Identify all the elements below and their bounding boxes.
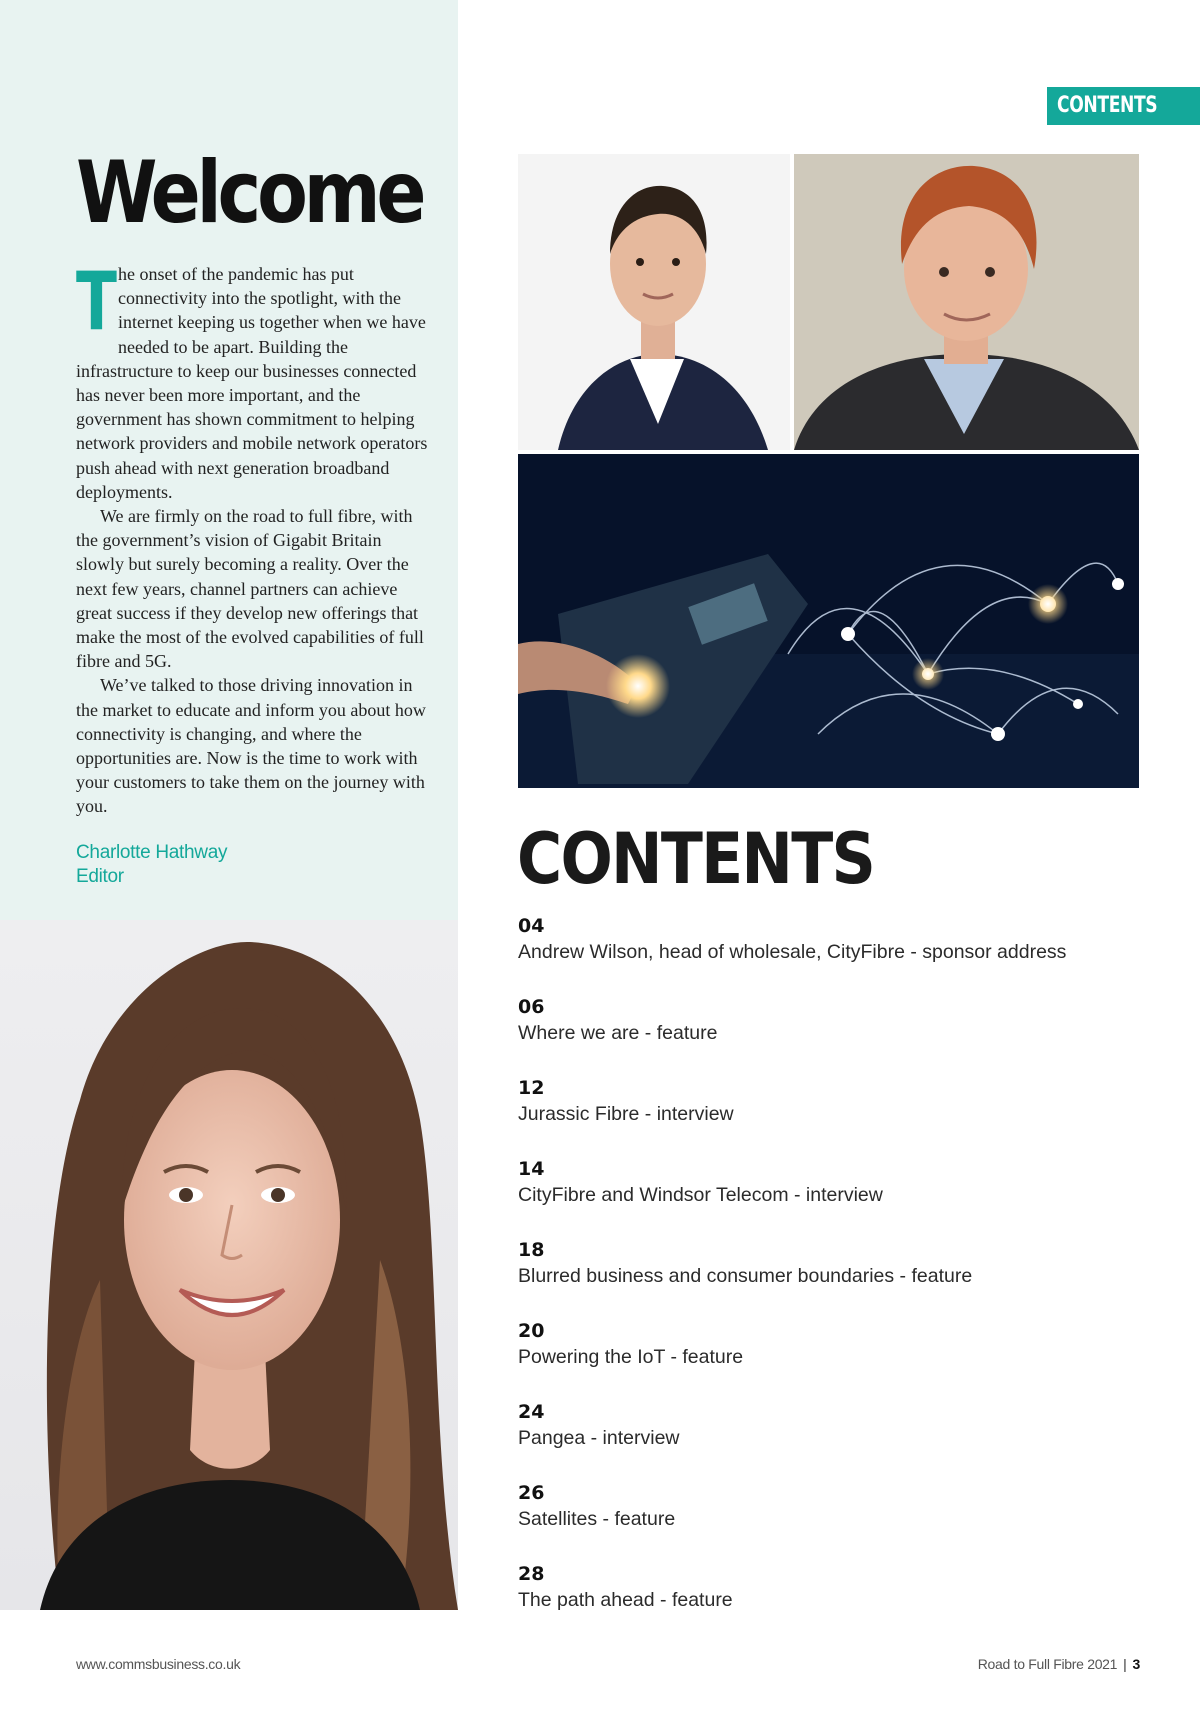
contents-page-number: 18 — [518, 1239, 545, 1261]
interviewee-portrait-illustration — [794, 154, 1139, 450]
editor-portrait-illustration — [0, 920, 458, 1610]
contents-page-number: 04 — [518, 915, 545, 937]
contents-description: Blurred business and consumer boundaries - feature — [518, 1265, 973, 1287]
editor-portrait-photo — [0, 920, 458, 1610]
contents-page-number: 12 — [518, 1077, 545, 1099]
contents-item[interactable] — [518, 1481, 1158, 1562]
section-tag: CONTENTS — [1047, 87, 1200, 125]
contents-page-number: 24 — [518, 1401, 545, 1423]
sponsor-portrait-illustration — [518, 154, 790, 450]
contents-page-number: 20 — [518, 1320, 545, 1342]
contents-page-number: 26 — [518, 1482, 545, 1504]
contents-description: The path ahead - feature — [518, 1589, 733, 1611]
interviewee-portrait-photo — [794, 154, 1139, 450]
footer-publication: Road to Full Fibre 2021 — [977, 1656, 1118, 1672]
welcome-paragraph: We’ve talked to those driving innovation in the market to educate and inform you about how connectivity is changing, and where the opportunities are. Now is the time to work with your customers to take them on the journey with you. — [76, 675, 426, 817]
contents-description: Jurassic Fibre - interview — [518, 1103, 734, 1125]
welcome-paragraph: We are firmly on the road to full fibre, with the government’s vision of Gigabit Britain slowly but surely becoming a reality. Over the next few years, channel partners can achieve great success if they develop new offerings that make the most of the evolved capabilities of full fibre and 5G. — [76, 506, 424, 672]
sponsor-portrait-photo — [518, 154, 790, 450]
welcome-title: Welcome — [76, 143, 423, 243]
editor-role: Editor — [76, 866, 124, 887]
network-illustration — [518, 454, 1139, 788]
network-connectivity-image — [518, 454, 1139, 788]
contents-description: Pangea - interview — [518, 1427, 680, 1449]
footer-publication-info — [978, 1656, 1140, 1672]
contents-description: Powering the IoT - feature — [518, 1346, 744, 1368]
contents-item[interactable] — [518, 1238, 1158, 1319]
footer-website[interactable]: www.commsbusiness.co.uk — [76, 1656, 241, 1672]
contents-item[interactable] — [518, 1400, 1158, 1481]
welcome-paragraph-text: he onset of the pandemic has put connectivity into the spotlight, with the internet keeping us together when we have needed to be apart. Building the infrastructure to keep our businesses connected has never been more important, and the government has shown commitment to helping network providers and mobile network operators push ahead with next generation broadband deployments. — [76, 264, 428, 502]
footer-separator: | — [1123, 1656, 1127, 1672]
contents-item[interactable] — [518, 1076, 1158, 1157]
contents-page-number: 14 — [518, 1158, 545, 1180]
contents-item[interactable] — [518, 1319, 1158, 1400]
contents-page-number: 28 — [518, 1563, 545, 1585]
drop-cap: T — [76, 255, 117, 348]
editor-name: Charlotte Hathway — [76, 842, 228, 863]
contents-item[interactable] — [518, 1562, 1158, 1643]
contents-item[interactable] — [518, 914, 1158, 995]
contents-description: Where we are - feature — [518, 1022, 718, 1044]
welcome-panel — [0, 0, 458, 920]
contents-description: Andrew Wilson, head of wholesale, CityFibre - sponsor address — [518, 941, 1067, 963]
welcome-paragraph — [76, 255, 430, 504]
welcome-body — [76, 255, 430, 819]
contents-title: CONTENTS — [517, 818, 875, 900]
contents-description: Satellites - feature — [518, 1508, 676, 1530]
contents-description: CityFibre and Windsor Telecom - interview — [518, 1184, 883, 1206]
contents-item[interactable] — [518, 1157, 1158, 1238]
contents-page-number: 06 — [518, 996, 545, 1018]
contents-list — [518, 914, 1158, 1643]
footer-page-number: 3 — [1132, 1656, 1140, 1672]
contents-item[interactable] — [518, 995, 1158, 1076]
